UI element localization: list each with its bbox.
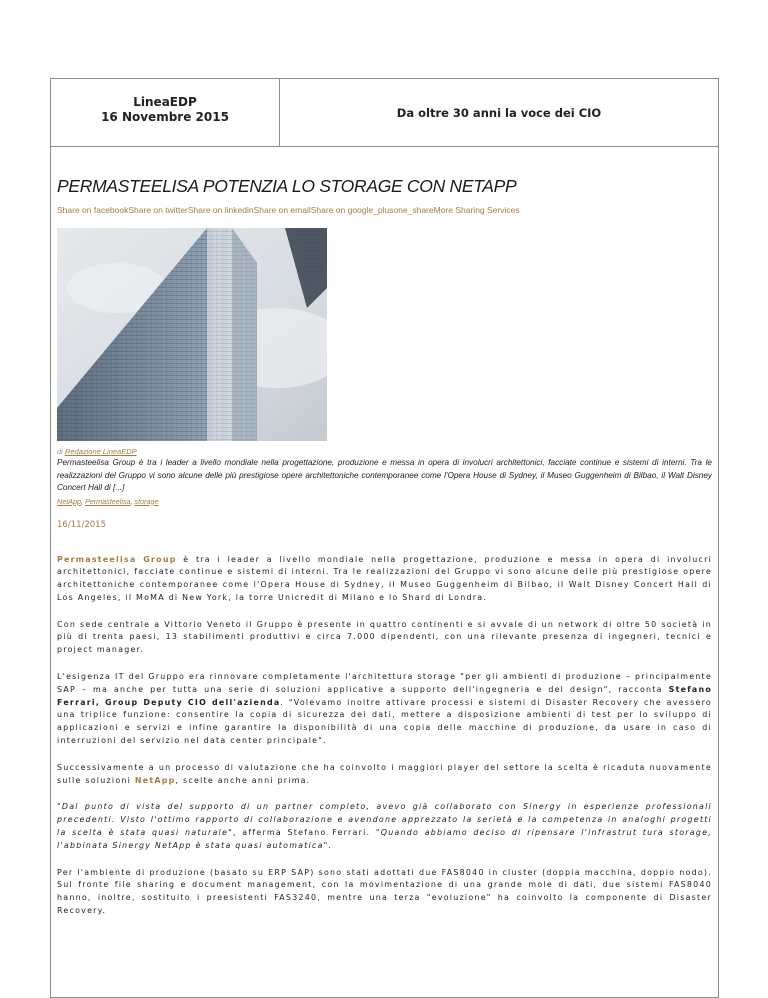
paragraph-text: L'esigenza IT del Gruppo era rinnovare completamente l'architettura storage "per gli ambienti di produzione – principalmente SAP – ma anche per tutta una serie di soluzioni applicative a supporto dell'ingegneria e del design", racconta [57,672,712,694]
paragraph-6: Per l'ambiente di produzione (basato su ERP SAP) sono stati adottati due FAS8040 in cluster (doppia macchina, doppio nodo). Sul fronte file sharing e document management, con la movimentazione di una grande mole di dati, due sistemi FAS8040 hanno, inoltre, sostituito i preesistenti FAS3240, mentre una terza "evoluzione" ha coinvolto la componente di Disaster Recovery. [57,867,712,916]
quote: "Quando abbiamo deciso di ripensare l'infrastrut tura storage, l'abbinata Sinergy NetApp è stata quasi automatica". [57,828,713,850]
tag-link[interactable]: NetApp [57,496,81,506]
paragraph-2: Con sede centrale a Vittorio Veneto il Gruppo è presente in quattro continenti e si avvale di un network di oltre 50 società in più di trenta paesi, 13 stabilimenti produttivi e circa 7.000 dipendenti, con una rilevante presenza di ingegneri, tecnici e project manager. [57,619,712,655]
paragraph-text: , scelte anche anni prima. [175,775,311,785]
publication-name: LineaEDP [133,95,197,109]
tag-link[interactable]: storage [134,496,159,506]
paragraph-text: . "Volevamo inoltre attivare processi e sistemi di Disaster Recovery che avessero una triplice funzione: consentire la copia di sicurezza dei dati, mettere a disposizione ambienti di test per lo sviluppo di applicazioni e servizi e infine garantire la disponibilità di una copia delle macchine di produzione, da usare in caso di interruzioni del servizio nel data center principale". [57,697,712,746]
header-left-cell [51,79,280,147]
publication-date: 16 Novembre 2015 [101,110,229,124]
article-title: PERMASTEELISA POTENZIA LO STORAGE CON NETAPP [57,176,517,196]
paragraph-text: Successivamente a un processo di valutazione che ha coinvolto i maggiori player del settore la scelta è ricaduta nuovamente sulle soluzioni [57,762,712,785]
tagline: Da oltre 30 anni la voce dei CIO [396,106,602,120]
paragraph-3 [57,671,712,748]
header-right-cell [280,79,718,147]
brand-name: NetApp [134,775,176,785]
tag-separator: , [80,496,85,506]
author-link[interactable]: Redazione LineaEDP [64,447,137,456]
quote: "Dal punto di vista del supporto di un partner completo, avevo già collaborato con Sinergy in esperienze professionali precedenti. Visto l'ottimo rapporto di collaborazione e avendone apprezzato la serietà e la competenza in analoghi progetti la scelta è stata quasi naturale" [57,802,712,838]
article [57,175,712,918]
paragraph-text: , afferma Stefano Ferrari. [232,828,376,838]
paragraph-5 [57,801,712,852]
byline [57,447,712,456]
article-date: 16/11/2015 [57,519,106,530]
paragraph-1 [57,554,712,605]
company-name: Permasteelisa Group [57,554,177,564]
article-photo-skyscraper [57,228,327,441]
skyscraper-photo [57,228,327,441]
paragraph-4 [57,762,712,788]
tag-separator: , [130,496,135,506]
tag-list [57,497,712,506]
document-frame [50,78,719,998]
share-links[interactable]: Share on facebookShare on twitterShare on linkedinShare on emailShare on google_plusone_shareMore Sharing Services [57,205,520,215]
tag-link[interactable]: Permasteelisa [84,496,131,506]
paragraph-text: è tra i leader a livello mondiale nella progettazione, produzione e messa in opera di involucri architettonici, facciate continue e sistemi di interni. Tra le realizzazioni del Gruppo vi sono alcune delle più prestigiose opere architettoniche contemporanee come l'Opera House di Sydney, il Museo Guggenheim di Bilbao, il Walt Disney Concert Hall di Los Angeles, il MoMA di New York, la torre Unicredit di Milano e lo Shard di Londra. [57,554,713,602]
byline-prefix: di [57,447,63,456]
article-excerpt: Permasteelisa Group è tra i leader a livello mondiale nella progettazione, produzione e messa in opera di involucri architettonici, facciate continue e sistemi di interni. Tra le realizzazioni del Gruppo vi sono alcune delle più prestigiose opere architettoniche contemporanee come l'Opera House di Sydney, il Museo Guggenheim di Bilbao, il Walt Disney Concert Hall di [...] [57,458,712,492]
person-name: Stefano Ferrari, Group Deputy CIO dell'azienda [57,684,712,707]
